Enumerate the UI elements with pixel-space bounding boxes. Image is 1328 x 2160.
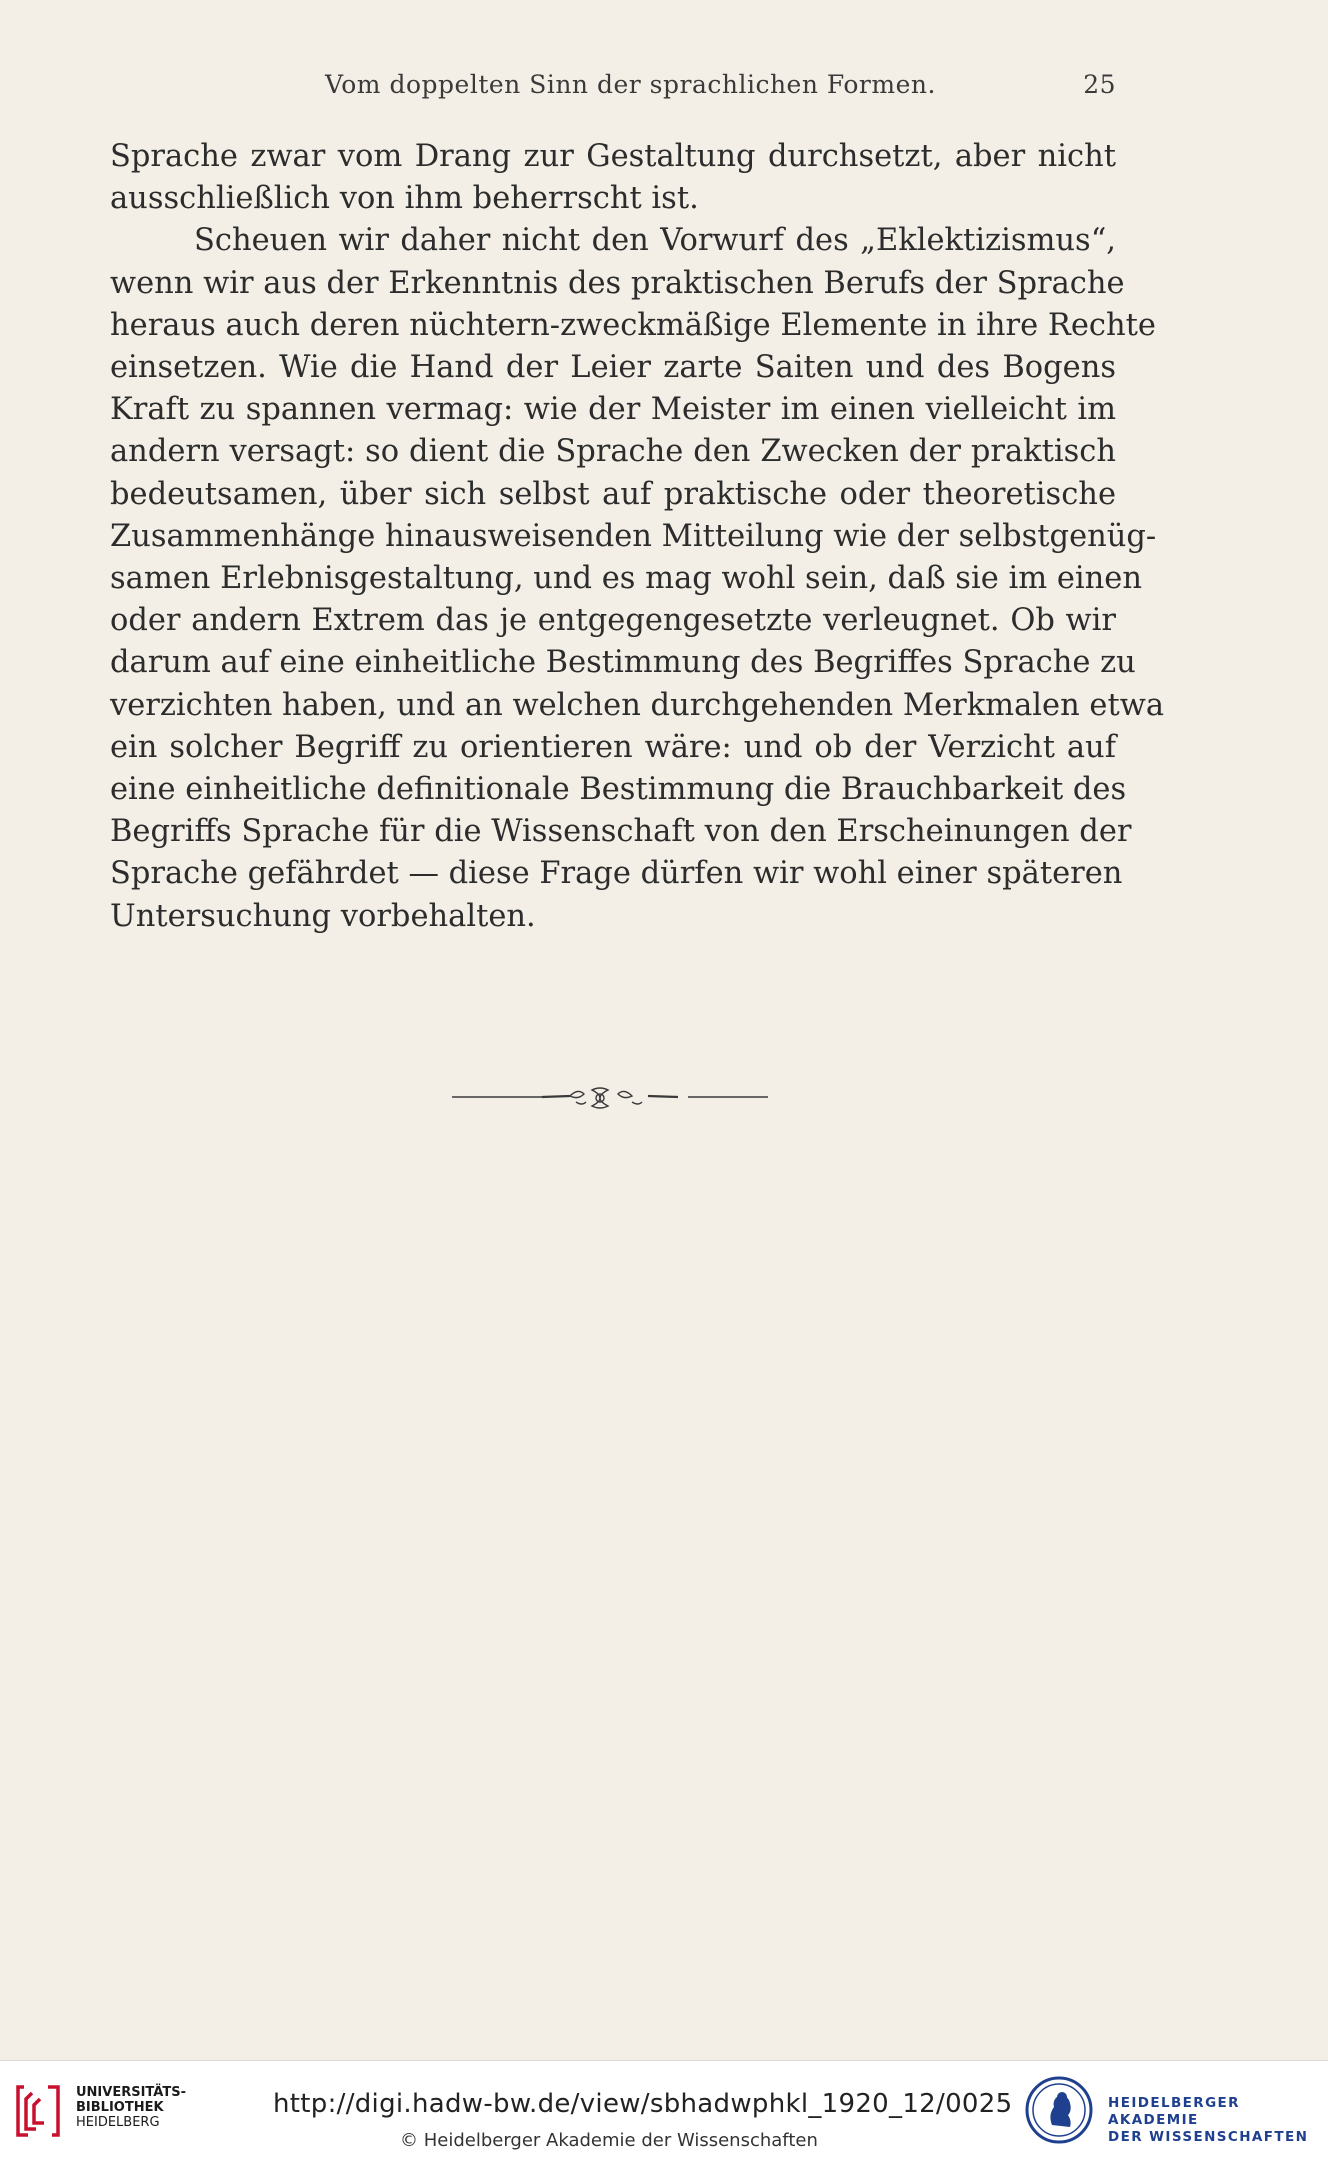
text-line: Kraft zu spannen vermag: wie der Meister im einen vielleicht im xyxy=(110,392,1116,428)
academy-name xyxy=(1108,2095,1328,2146)
text-line: Sprache gefährdet — diese Frage dürfen wir wohl einer späteren xyxy=(110,856,1123,892)
text-line: einsetzen. Wie die Hand der Leier zarte Saiten und des Bogens xyxy=(110,350,1116,386)
text-line: Begriffs Sprache für die Wissenschaft von den Erscheinungen der xyxy=(110,814,1132,850)
text-line: Untersuchung vorbehalten. xyxy=(110,898,536,934)
page-number: 25 xyxy=(1083,70,1116,99)
library-name-line: BIBLIOTHEK xyxy=(76,2100,164,2115)
text-line: darum auf eine einheitliche Bestimmung des Begriffes Sprache zu xyxy=(110,645,1136,681)
body-text xyxy=(110,136,1165,938)
text-line: wenn wir aus der Erkenntnis des praktischen Berufs der Sprache xyxy=(110,265,1125,301)
ub-heidelberg-logo-icon xyxy=(14,2079,64,2143)
text-line: eine einheitliche definitionale Bestimmung die Brauchbarkeit des xyxy=(110,772,1127,808)
text-line: ausschließlich von ihm beherrscht ist. xyxy=(110,181,699,217)
text-line: Zusammenhänge hinausweisenden Mitteilung wie der selbstgenüg- xyxy=(110,518,1157,554)
copyright-notice: © Heidelberger Akademie der Wissenschaften xyxy=(400,2130,818,2151)
text-line: verzichten haben, und an welchen durchgehenden Merkmalen etwa xyxy=(110,687,1165,723)
academy-name-line: DER WISSENSCHAFTEN xyxy=(1108,2129,1309,2145)
text-line: ein solcher Begriff zu orientieren wäre: und ob der Verzicht auf xyxy=(110,729,1116,765)
permalink-url[interactable]: http://digi.hadw-bw.de/view/sbhadwphkl_1920_12/0025 xyxy=(273,2089,1013,2119)
library-name-line: HEIDELBERG xyxy=(76,2115,160,2130)
text-line: samen Erlebnisgestaltung, und es mag wohl sein, daß sie im einen xyxy=(110,561,1142,597)
academy-name-line: HEIDELBERGER AKADEMIE xyxy=(1108,2095,1240,2128)
text-line: andern versagt: so dient die Sprache den Zwecken der praktisch xyxy=(110,434,1116,470)
text-line: oder andern Extrem das je entgegengesetzte verleugnet. Ob wir xyxy=(110,603,1116,639)
section-ornament-icon xyxy=(452,1082,768,1112)
running-head xyxy=(110,70,1116,110)
text-line: Sprache zwar vom Drang zur Gestaltung durchsetzt, aber nicht xyxy=(110,139,1116,174)
running-title: Vom doppelten Sinn der sprachlichen Formen. xyxy=(325,70,936,99)
footer-bar xyxy=(0,2060,1328,2160)
text-line: heraus auch deren nüchtern-zweckmäßige Elemente in ihre Rechte xyxy=(110,307,1156,343)
hadw-seal-logo-icon xyxy=(1024,2075,1094,2145)
library-name xyxy=(76,2085,186,2130)
text-line: Scheuen wir daher nicht den Vorwurf des „Eklektizismus“, xyxy=(194,223,1116,259)
text-line: bedeutsamen, über sich selbst auf praktische oder theoretische xyxy=(110,476,1116,512)
library-name-line: UNIVERSITÄTS- xyxy=(76,2085,186,2100)
